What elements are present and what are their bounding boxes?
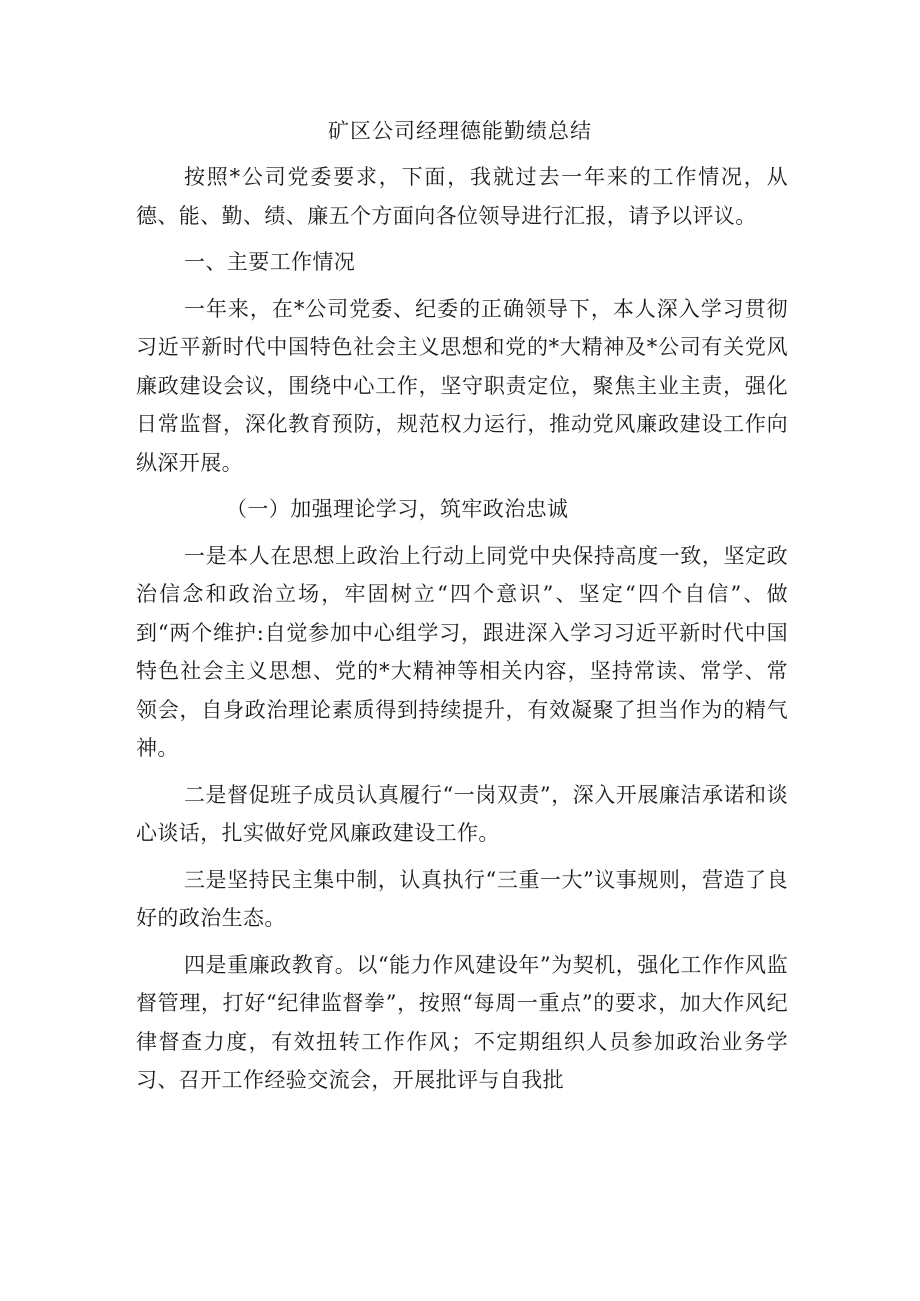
paragraph-intro: 按照*公司党委要求，下面，我就过去一年来的工作情况，从德、能、勤、绩、廉五个方面向各位领导进行汇报，请予以评议。 (136, 165, 788, 228)
document-title: 矿区公司经理德能勤绩总结 (328, 119, 592, 143)
paragraph-overview: 一年来，在*公司党委、纪委的正确领导下，本人深入学习贯彻习近平新时代中国特色社会主义思想和党的*大精神及*公司有关党风廉政建设会议，围绕中心工作，坚守职责定位，聚焦主业主责，强化日常监督，深化教育预防，规范权力运行，推动党风廉政建设工作向纵深开展。 (136, 296, 788, 475)
subsection-heading-theory-study: （一）加强理论学习，筑牢政治忠诚 (226, 497, 569, 521)
paragraph-point-three: 三是坚持民主集中制，认真执行“三重一大”议事规则，营造了良好的政治生态。 (136, 867, 788, 930)
document-body (136, 158, 788, 1108)
section-heading-main-work: 一、主要工作情况 (184, 250, 356, 274)
paragraph-point-four: 四是重廉政教育。以“能力作风建设年”为契机，强化工作作风监督管理，打好“纪律监督拳”，按照“每周一重点”的要求，加大作风纪律督查力度，有效扭转工作作风；不定期组织人员参加政治业务学习、召开工作经验交流会，开展批评与自我批 (136, 952, 788, 1092)
paragraph-point-two: 二是督促班子成员认真履行“一岗双责”，深入开展廉洁承诺和谈心谈话，扎实做好党风廉政建设工作。 (136, 782, 788, 845)
paragraph-point-one: 一是本人在思想上政治上行动上同党中央保持高度一致，坚定政治信念和政治立场，牢固树立“四个意识”、坚定“四个自信”、做到“两个维护:自觉参加中心组学习，跟进深入学习习近平新时代中国特色社会主义思想、党的*大精神等相关内容，坚持常读、常学、常领会，自身政治理论素质得到持续提升，有效凝聚了担当作为的精气神。 (136, 543, 788, 760)
